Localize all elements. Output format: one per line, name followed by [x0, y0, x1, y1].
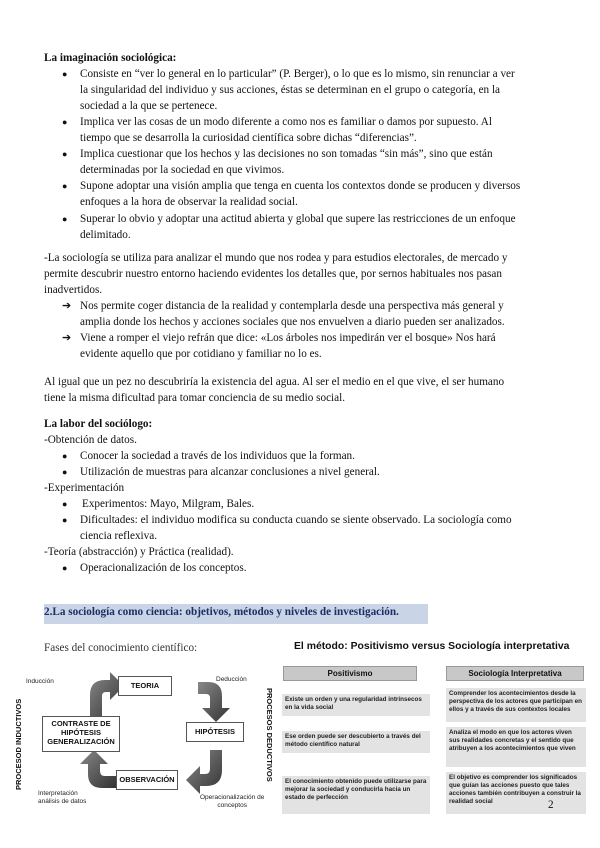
- experimentacion-item-2-line-1: Dificultades: el individuo modifica su conducta cuando se siente observado. La sociología como: [80, 514, 512, 526]
- teoria-label: -Teoría (abstracción) y Práctica (realidad).: [44, 546, 234, 558]
- method-table-title: El método: Positivismo versus Sociología interpretativa: [294, 641, 570, 652]
- positivismo-row-2: Ese orden puede ser descubierto a través del método científico natural: [282, 731, 430, 753]
- fish-line-1: Al igual que un pez no descubriría la existencia del agua. Al ser el medio en el que vive, el ser humano: [44, 376, 505, 388]
- experimentacion-item-2-line-2: ciencia reflexiva.: [80, 530, 158, 542]
- interpretativa-row-1: Comprender los acontecimientos desde la perspectiva de los actores que participan en ellos y a través de sus contextos locales: [446, 688, 586, 722]
- bullet-1-line-1: Consiste en “ver lo general en lo particular” (P. Berger), o lo que es lo mismo, sin renunciar a ver: [80, 68, 515, 80]
- obtencion-item-2: Utilización de muestras para alcanzar conclusiones a nivel general.: [80, 466, 380, 478]
- fases-label: Fases del conocimiento científico:: [44, 642, 198, 654]
- obtencion-item-1: Conocer la sociedad a través de los individuos que la forman.: [80, 450, 355, 462]
- induccion-label: Inducción: [26, 678, 54, 685]
- positivismo-row-3: El conocimiento obtenido puede utilizarse para mejorar la sociedad y conducirla hacia un estado de perfección: [282, 776, 430, 814]
- obtencion-label: -Obtención de datos.: [44, 434, 137, 446]
- operacionalizacion-line-2: conceptos: [217, 802, 247, 809]
- page-number: 2: [548, 799, 554, 811]
- contraste-box: [42, 716, 120, 752]
- observacion-box: OBSERVACIÓN: [116, 770, 178, 790]
- positivismo-row-1: Existe un orden y una regularidad intrínsecos en la vida social: [282, 694, 430, 716]
- bullet-1-line-3: sociedad a la que se pertenece.: [80, 100, 218, 112]
- arrow-right-icon: ➔: [62, 332, 72, 344]
- contraste-line-1: CONTRASTE DE: [51, 719, 111, 728]
- interpretativa-row-3: El objetivo es comprender los significados que guían las acciones puesto que tales acciones también contribuyen a construir la realidad social: [446, 772, 586, 814]
- interpretacion-line-2: análisis de datos: [38, 798, 87, 805]
- arrow-1-line-1: Nos permite coger distancia de la realidad y contemplarla desde una perspectiva más general y: [80, 300, 504, 312]
- bullet-icon: ●: [62, 467, 68, 477]
- heading-labor: La labor del sociólogo:: [44, 418, 153, 430]
- arrow-1-line-2: amplia donde los hechos y acciones sociales que nos envuelven a diario pueden ser analizados.: [80, 316, 505, 328]
- experimentacion-label: -Experimentación: [44, 482, 125, 494]
- hipotesis-box: HIPÓTESIS: [186, 722, 244, 742]
- bullet-icon: ●: [62, 149, 68, 159]
- interpretacion-line-1: Interpretación: [38, 790, 78, 797]
- deduccion-label: Deducción: [216, 676, 247, 683]
- operacionalizacion-label: [200, 794, 264, 810]
- teoria-box: TEORIA: [118, 676, 172, 696]
- scientific-cycle-diagram: [10, 660, 275, 820]
- bullet-2-line-2: tiempo que se desarrolla la curiosidad científica sobre dichas “diferencias”.: [80, 132, 417, 144]
- section-title-bar: [44, 604, 428, 624]
- arrow-down-left-icon: [186, 750, 222, 794]
- bullet-icon: ●: [62, 451, 68, 461]
- bullet-icon: ●: [62, 563, 68, 573]
- interpretacion-label: [38, 790, 86, 806]
- arrow-up-left-icon: [80, 750, 116, 788]
- bullet-5-line-2: delimitado.: [80, 229, 131, 241]
- bullet-3-line-2: determinadas por la sociedad en que vivimos.: [80, 164, 285, 176]
- bullet-1-line-2: la singularidad del individuo y sus acciones, éstas se determinan en el grupo o categoría, en la: [80, 84, 501, 96]
- deductive-vertical-label: PROCESOS DEDUCTIVOS: [265, 688, 274, 782]
- operacionalizacion-line-1: Operacionalización de: [200, 794, 265, 801]
- arrow-right-icon: ➔: [62, 300, 72, 312]
- contraste-line-2: HIPÓTESIS: [60, 728, 101, 737]
- bullet-4-line-2: enfoques a la hora de observar la realidad social.: [80, 196, 298, 208]
- interpretativa-row-2: Analiza el modo en que los actores viven sus realidades concretas y el sentido que atribuyen a los acontecimientos que viven: [446, 727, 586, 767]
- bullet-icon: ●: [62, 117, 68, 127]
- arrow-2-line-1: Viene a romper el viejo refrán que dice: «Los árboles nos impedirán ver el bosque» Nos hará: [80, 332, 496, 344]
- positivismo-header: Positivismo: [283, 666, 417, 681]
- paragraph-line-1: -La sociología se utiliza para analizar el mundo que nos rodea y para estudios electorales, de mercado y: [44, 252, 508, 264]
- bullet-5-line-1: Superar lo obvio y adoptar una actitud abierta y global que supere las restricciones de un enfoque: [80, 213, 516, 225]
- arrow-down-right-icon: [198, 682, 230, 722]
- contraste-line-3: GENERALIZACIÓN: [47, 737, 115, 746]
- bullet-icon: ●: [62, 499, 68, 509]
- bullet-icon: ●: [62, 515, 68, 525]
- interpretativa-header: Sociología Interpretativa: [446, 666, 584, 681]
- section-title: 2.La sociología como ciencia: objetivos, métodos y niveles de investigación.: [44, 606, 399, 618]
- paragraph-line-3: inadvertidos.: [44, 284, 103, 296]
- inductive-vertical-label: PROCESOD INDUCTIVOS: [14, 698, 23, 790]
- bullet-2-line-1: Implica ver las cosas de un modo diferente a como nos es familiar o damos por supuesto. Al: [80, 116, 492, 128]
- heading-imaginacion: La imaginación sociológica:: [44, 52, 177, 64]
- experimentacion-item-1: Experimentos: Mayo, Milgram, Bales.: [82, 498, 255, 510]
- fish-line-2: tiene la misma dificultad para tomar conciencia de su medio social.: [44, 392, 346, 404]
- bullet-icon: ●: [62, 181, 68, 191]
- bullet-4-line-1: Supone adoptar una visión amplia que tenga en cuenta los contextos donde se producen y diversos: [80, 180, 521, 192]
- bullet-3-line-1: Implica cuestionar que los hechos y las decisiones no son tomadas “sin más”, sino que están: [80, 148, 493, 160]
- teoria-item-1: Operacionalización de los conceptos.: [80, 562, 247, 574]
- paragraph-line-2: permite descubrir nuestro entorno haciendo evidentes los detalles que, por sernos habituales nos pasan: [44, 268, 502, 280]
- bullet-icon: ●: [62, 69, 68, 79]
- arrow-2-line-2: evidente aquello que por cotidiano y familiar no lo es.: [80, 348, 322, 360]
- bullet-icon: ●: [62, 214, 68, 224]
